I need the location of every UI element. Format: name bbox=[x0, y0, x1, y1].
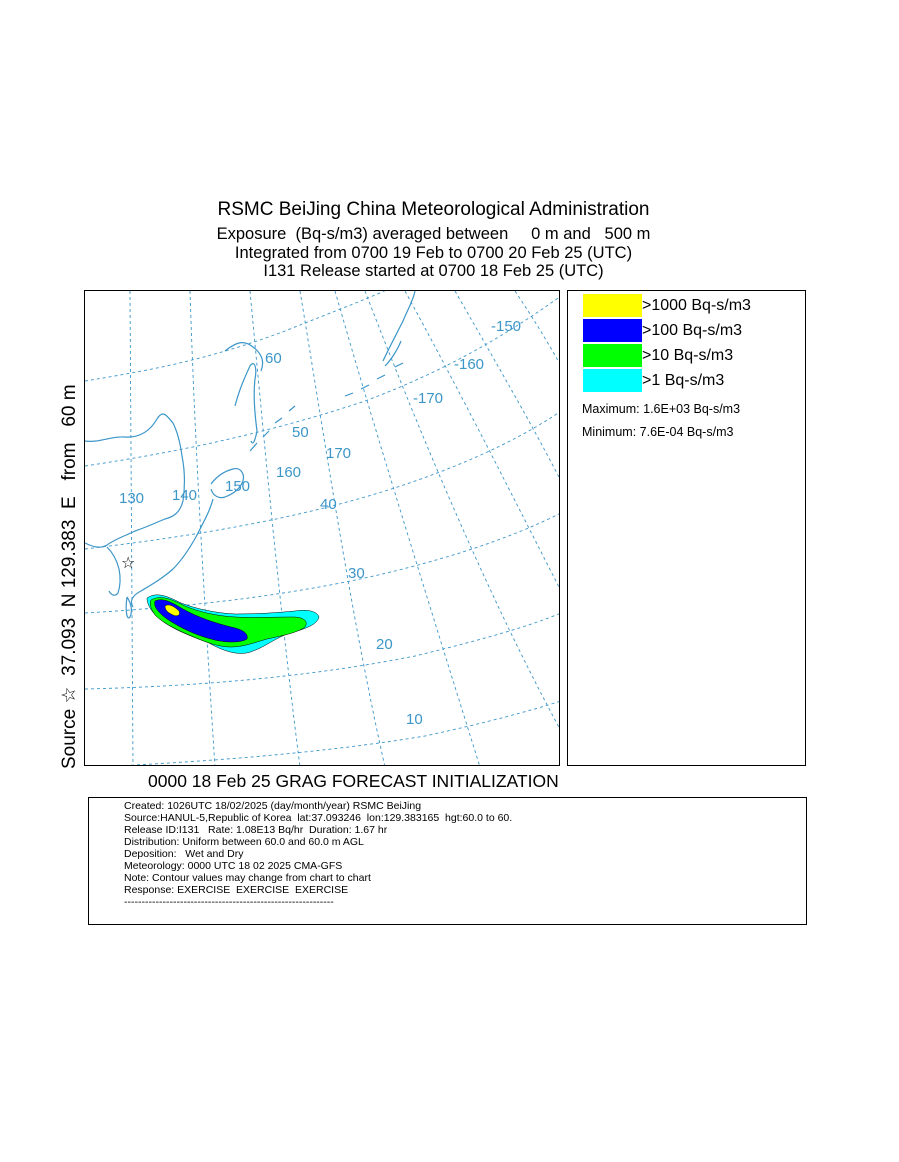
lon-label-m170: -170 bbox=[413, 390, 444, 407]
info-line: Release ID:I131 Rate: 1.08E13 Bq/hr Duration: 1.67 hr bbox=[124, 824, 388, 836]
lon-label-m150: -150 bbox=[491, 318, 522, 335]
lat-line-50 bbox=[85, 296, 560, 466]
lat-label-20: 20 bbox=[376, 636, 393, 653]
release-start: I131 Release started at 0700 18 Feb 25 (UTC) bbox=[263, 262, 604, 280]
info-line: Source:HANUL-5,Republic of Korea lat:37.093246 lon:129.383165 hgt:60.0 to 60. bbox=[124, 812, 513, 824]
map-canvas bbox=[85, 291, 560, 766]
lat-line-60 bbox=[85, 291, 395, 381]
honshu bbox=[131, 499, 213, 607]
legend-label-1: >1 Bq-s/m3 bbox=[642, 372, 725, 389]
lat-label-40: 40 bbox=[320, 496, 337, 513]
lon-label-170: 170 bbox=[326, 445, 352, 462]
source-star-icon: ☆ bbox=[121, 553, 136, 572]
info-line: ------------------------------------------------------------ bbox=[124, 896, 334, 908]
lon-label-130: 130 bbox=[119, 490, 145, 507]
lon-label-160: 160 bbox=[276, 464, 302, 481]
asia-coast bbox=[85, 414, 184, 547]
info-line: Deposition: Wet and Dry bbox=[124, 848, 244, 860]
chart-title: RSMC BeiJing China Meteorological Administration bbox=[217, 199, 650, 220]
legend-minimum: Minimum: 7.6E-04 Bq-s/m3 bbox=[582, 425, 734, 439]
map-panel bbox=[84, 290, 560, 766]
legend-maximum: Maximum: 1.6E+03 Bq-s/m3 bbox=[582, 402, 741, 416]
lon-line-m150 bbox=[515, 291, 560, 366]
lon-label-m160: -160 bbox=[454, 356, 485, 373]
legend-swatch-1 bbox=[583, 369, 642, 392]
lon-line-m170 bbox=[405, 291, 560, 591]
lon-line-160 bbox=[300, 291, 385, 766]
lat-line-40 bbox=[85, 411, 560, 549]
legend-label-1000: >1000 Bq-s/m3 bbox=[642, 297, 751, 314]
kyushu bbox=[126, 597, 131, 618]
info-line: Note: Contour values may change from chart to chart bbox=[124, 872, 371, 884]
lat-line-20 bbox=[85, 613, 560, 689]
lat-line-10 bbox=[95, 701, 560, 766]
lon-label-140: 140 bbox=[172, 487, 198, 504]
aleutians bbox=[345, 363, 403, 396]
exposure-subtitle: Exposure (Bq-s/m3) averaged between 0 m and 500 m bbox=[216, 225, 651, 243]
info-line: Meteorology: 0000 UTC 18 02 2025 CMA-GFS bbox=[124, 860, 343, 872]
info-line: Created: 1026UTC 18/02/2025 (day/month/year) RSMC BeiJing bbox=[124, 800, 422, 812]
plume bbox=[147, 595, 319, 654]
lat-label-50: 50 bbox=[292, 424, 309, 441]
kamchatka bbox=[383, 291, 415, 366]
lat-label-30: 30 bbox=[348, 565, 365, 582]
lon-label-150: 150 bbox=[225, 478, 251, 495]
legend-label-100: >100 Bq-s/m3 bbox=[642, 322, 743, 339]
source-location-label: Source ☆ 37.093 N 129.383 E from 60 m bbox=[59, 384, 80, 769]
forecast-caption: 0000 18 Feb 25 GRAG FORECAST INITIALIZATION bbox=[148, 771, 559, 791]
legend-swatch-100 bbox=[583, 319, 642, 342]
integration-period: Integrated from 0700 19 Feb to 0700 20 Feb 25 (UTC) bbox=[234, 244, 633, 262]
lon-line-140 bbox=[190, 291, 215, 766]
lat-label-10: 10 bbox=[406, 711, 423, 728]
lon-line-130 bbox=[130, 291, 133, 766]
legend-panel bbox=[567, 290, 806, 766]
info-line: Response: EXERCISE EXERCISE EXERCISE bbox=[124, 884, 349, 896]
legend-swatch-10 bbox=[583, 344, 642, 367]
info-line: Distribution: Uniform between 60.0 and 60.0 m AGL bbox=[124, 836, 364, 848]
grid-labels bbox=[119, 318, 521, 728]
info-box bbox=[88, 797, 807, 925]
legend-label-10: >10 Bq-s/m3 bbox=[642, 347, 734, 364]
kamchatka-tip bbox=[225, 343, 263, 371]
sakhalin bbox=[235, 364, 257, 443]
korea-coast bbox=[107, 547, 120, 595]
legend-swatch-1000 bbox=[583, 294, 642, 317]
graticule bbox=[85, 291, 560, 766]
lat-label-60: 60 bbox=[265, 350, 282, 367]
